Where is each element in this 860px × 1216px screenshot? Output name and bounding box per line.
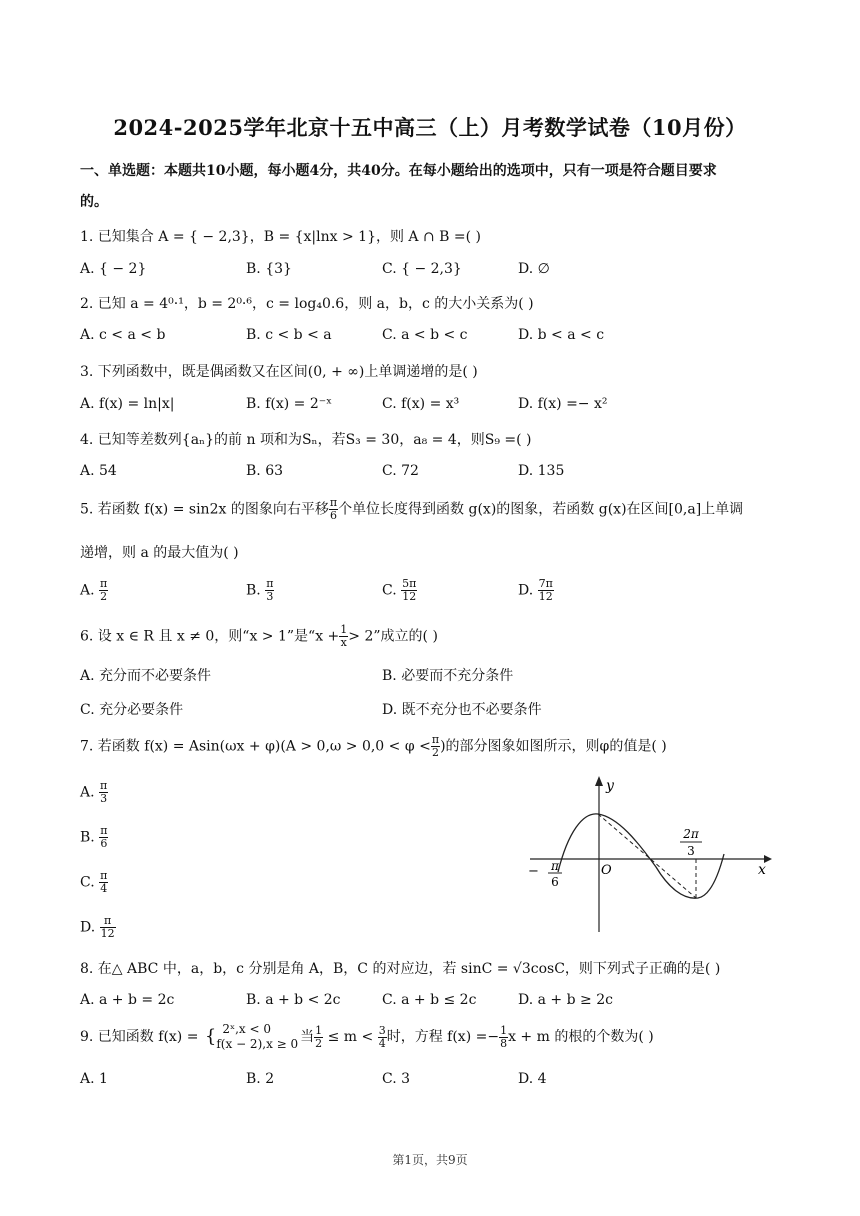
- q4-option-d: D. 135: [518, 463, 565, 479]
- q8-option-a: A. a + b = 2c: [80, 992, 175, 1008]
- page-title: 2024-2025学年北京十五中高三（上）月考数学试卷（10月份）: [113, 115, 747, 140]
- q4-option-b: B. 63: [246, 463, 284, 479]
- question-5-stem-cont: 递增，则 a 的最大值为( ): [80, 545, 239, 561]
- q5-option-d: D. $\frac{7\pi}{12}$: [518, 577, 553, 603]
- right-tick-num: 2π: [683, 827, 699, 841]
- dashed-chord: [598, 814, 696, 898]
- q8-option-d: D. a + b ≥ 2c: [518, 992, 613, 1008]
- left-tick-den: 6: [551, 875, 559, 889]
- q6-option-a: A. 充分而不必要条件: [80, 668, 212, 684]
- sine-curve: [558, 814, 724, 898]
- q8-option-c: C. a + b ≤ 2c: [382, 992, 477, 1008]
- q3-option-a: A. f(x) = ln|x|: [80, 396, 175, 412]
- fraction: $\frac{\pi}{2}$: [431, 733, 440, 759]
- section-heading-cont: 的。: [80, 194, 108, 210]
- question-4-stem: 4. 已知等差数列{aₙ}的前 n 项和为Sₙ，若S₃ = 30，a₈ = 4，则S₉ =( ): [80, 432, 532, 448]
- q6-option-d: D. 既不充分也不必要条件: [382, 702, 542, 718]
- q7-option-d: D. $\frac{\pi}{12}$: [80, 914, 115, 940]
- q4-option-a: A. 54: [80, 463, 117, 479]
- q9-option-d: D. 4: [518, 1071, 547, 1087]
- q7-option-b: B. $\frac{\pi}{6}$: [80, 824, 108, 850]
- sine-graph-figure: [528, 772, 773, 934]
- q1-option-b: B. {3}: [246, 261, 292, 277]
- q9-option-b: B. 2: [246, 1071, 275, 1087]
- question-3-stem: 3. 下列函数中，既是偶函数又在区间(0, + ∞)上单调递增的是( ): [80, 364, 478, 380]
- left-tick-num: π: [551, 859, 559, 873]
- q2-option-b: B. c < b < a: [246, 327, 332, 343]
- q6-option-b: B. 必要而不充分条件: [382, 668, 514, 684]
- q2-option-c: C. a < b < c: [382, 327, 468, 343]
- question-8-stem: 8. 在△ ABC 中，a，b，c 分别是角 A，B，C 的对应边，若 sinC = √3cosC，则下列式子正确的是( ): [80, 961, 721, 977]
- x-label: x: [758, 862, 766, 878]
- q8-option-b: B. a + b < 2c: [246, 992, 341, 1008]
- q4-option-c: C. 72: [382, 463, 419, 479]
- q2-option-d: D. b < a < c: [518, 327, 605, 343]
- fraction: $\frac{\pi}{6}$: [329, 496, 338, 522]
- question-5-stem: 5. 若函数 f(x) = sin2x 的图象向右平移 $\frac{\pi}{6}$ 个单位长度得到函数 g(x)的图象，若函数 g(x)在区间[0,a]上单调: [80, 496, 744, 522]
- right-tick-den: 3: [687, 844, 695, 858]
- page-footer: 第1页，共9页: [392, 1153, 468, 1167]
- q5-option-c: C. $\frac{5\pi}{12}$: [382, 577, 417, 603]
- section-heading: 一、单选题：本题共10小题，每小题4分，共40分。在每小题给出的选项中，只有一项是符合题目要求: [80, 163, 717, 179]
- left-tick-sign: −: [528, 864, 539, 879]
- q2-option-a: A. c < a < b: [80, 327, 166, 343]
- question-2-stem: 2. 已知 a = 4⁰·¹，b = 2⁰·⁶，c = log₄0.6，则 a，b，c 的大小关系为( ): [80, 296, 534, 312]
- y-label: y: [606, 778, 614, 794]
- q5-option-b: B. $\frac{\pi}{3}$: [246, 577, 274, 603]
- q1-option-a: A. { − 2}: [80, 261, 147, 277]
- question-1-stem: 1. 已知集合 A = { − 2,3}，B = {x|lnx > 1}，则 A ∩ B =( ): [80, 229, 482, 245]
- fraction: $\frac{1}{x}$: [340, 623, 348, 649]
- q3-option-b: B. f(x) = 2⁻ˣ: [246, 396, 333, 412]
- question-9-stem: 9. 已知函数 f(x) = { 2ˣ,x < 0 f(x − 2),x ≥ 0 当 $\frac{1}{2}$ ≤ m < $\frac{3}{4}$ 时，方程 f(x) =− $\frac{1}{8}$ x + m 的根的个数为( ): [80, 1022, 654, 1051]
- q9-option-a: A. 1: [80, 1071, 108, 1087]
- origin-label: O: [601, 863, 612, 878]
- q7-option-a: A. $\frac{\pi}{3}$: [80, 779, 108, 805]
- y-axis-arrow: [595, 776, 603, 786]
- question-6-stem: 6. 设 x ∈ R 且 x ≠ 0，则“x > 1”是“x + $\frac{1}{x}$ > 2”成立的( ): [80, 623, 438, 649]
- q3-option-d: D. f(x) =− x²: [518, 396, 608, 412]
- q7-option-c: C. $\frac{\pi}{4}$: [80, 869, 108, 895]
- question-7-stem: 7. 若函数 f(x) = Asin(ωx + φ)(A > 0,ω > 0,0 < φ < $\frac{\pi}{2}$ )的部分图象如图所示，则φ的值是( ): [80, 733, 667, 759]
- q1-option-c: C. { − 2,3}: [382, 261, 462, 277]
- q1-option-d: D. ∅: [518, 261, 550, 277]
- q3-option-c: C. f(x) = x³: [382, 396, 460, 412]
- q9-option-c: C. 3: [382, 1071, 411, 1087]
- q6-option-c: C. 充分必要条件: [80, 702, 184, 718]
- q5-option-a: A. $\frac{\pi}{2}$: [80, 577, 108, 603]
